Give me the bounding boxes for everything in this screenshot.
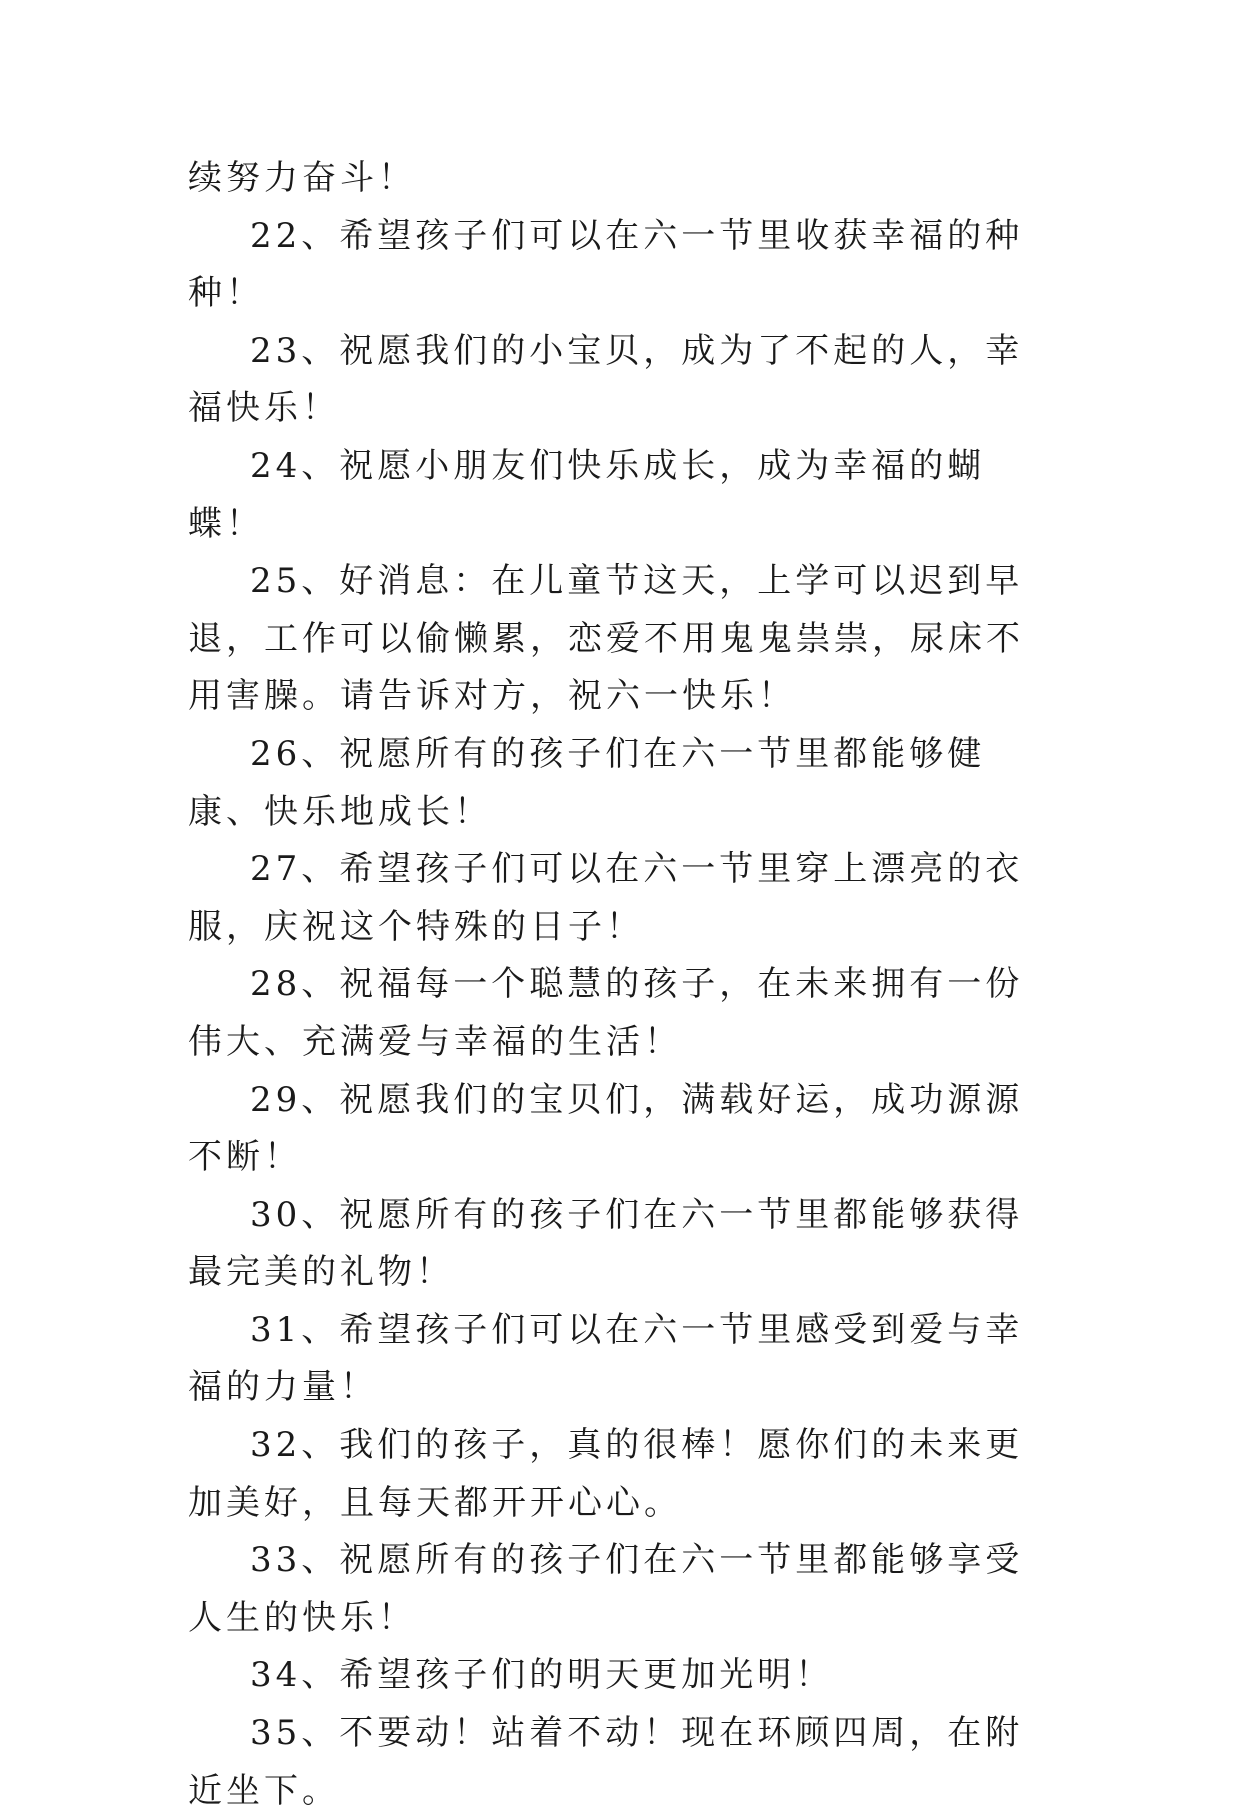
- paragraph-29: 29、祝愿我们的宝贝们，满载好运，成功源源不断！: [188, 1079, 1024, 1178]
- paragraph-28: 28、祝福每一个聪慧的孩子，在未来拥有一份伟大、充满爱与幸福的生活！: [188, 964, 1024, 1062]
- paragraph-26: 26、祝愿所有的孩子们在六一节里都能够健康、快乐地成长！: [188, 733, 986, 832]
- paragraph-33: 33、祝愿所有的孩子们在六一节里都能够享受人生的快乐！: [188, 1540, 1024, 1638]
- paragraph-34: 34、希望孩子们的明天更加光明！: [250, 1655, 834, 1696]
- document-body: [188, 150, 1058, 1820]
- paragraph-27: 27、希望孩子们可以在六一节里穿上漂亮的衣服，庆祝这个特殊的日子！: [188, 849, 1024, 947]
- paragraph-22: 22、希望孩子们可以在六一节里收获幸福的种种！: [188, 215, 1024, 314]
- paragraph-23: 23、祝愿我们的小宝贝，成为了不起的人，幸福快乐！: [188, 330, 1024, 429]
- paragraph-continuation: 续努力奋斗！: [188, 158, 416, 198]
- paragraph-31: 31、希望孩子们可以在六一节里感受到爱与幸福的力量！: [188, 1309, 1024, 1408]
- paragraph-24: 24、祝愿小朋友们快乐成长，成为幸福的蝴蝶！: [188, 445, 986, 544]
- paragraph-35: 35、不要动！站着不动！现在环顾四周，在附近坐下。: [188, 1713, 1024, 1811]
- paragraph-30: 30、祝愿所有的孩子们在六一节里都能够获得最完美的礼物！: [188, 1194, 1024, 1293]
- paragraph-25: 25、好消息：在儿童节这天，上学可以迟到早退，工作可以偷懒累，恋爱不用鬼鬼祟祟，尿床不用害臊。请告诉对方，祝六一快乐！: [188, 561, 1024, 717]
- paragraph-32: 32、我们的孩子，真的很棒！愿你们的未来更加美好，且每天都开开心心。: [188, 1425, 1024, 1523]
